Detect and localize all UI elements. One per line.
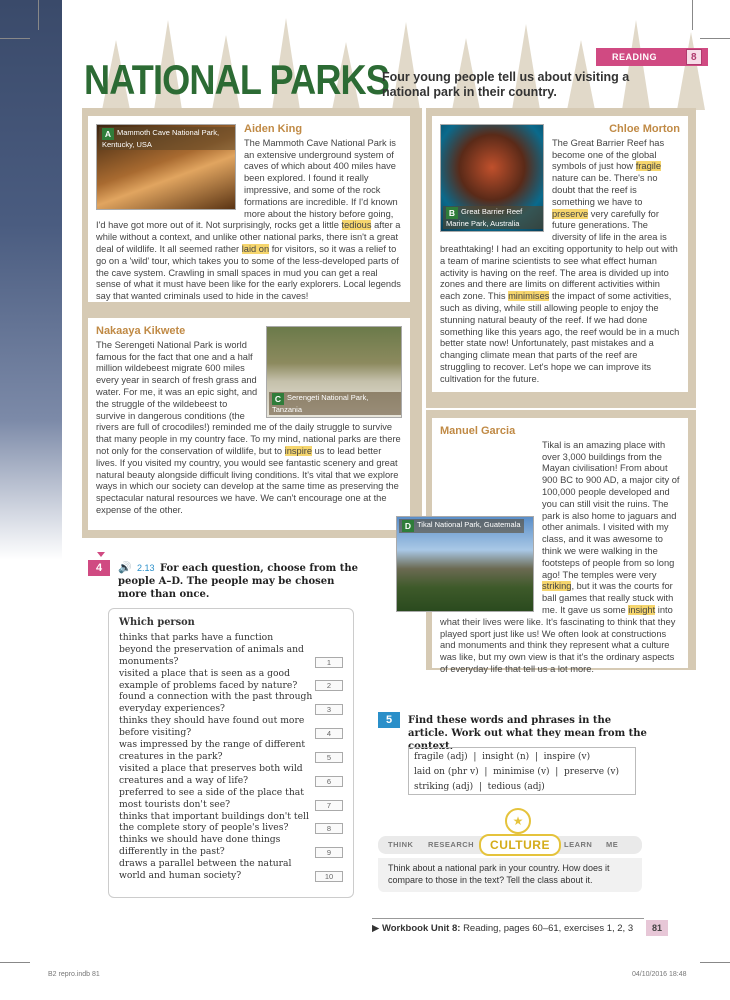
article-text: The Great Barrier Reef has become one of the global symbols of just how fragile nature can be. There's no doubt that the reef is something we have to preserve very carefully for future generations. The diversity of life in the area is breathtaking! I had an exciting opportunity to help out with a team of marine scientists to see what effect human activity is having on the reef. The area is divided up into zones and there are limits on different activities within each zone. This minimises the impact of some activities, such as diving, while still allowing people to enjoy the stunning natural beauty of the reef. If we had done something like this years ago, the reef would be in a much better state now! Unfortunately, past mistakes and a changing climate mean that parts of the reef are struggling to recover. Let's hope we can improve its cultivation for the future. [440, 137, 680, 384]
section-tab [596, 48, 708, 66]
tab-me: ME [606, 840, 619, 849]
card-letter: D [402, 520, 414, 532]
task-number-4: 4 [88, 560, 110, 576]
answer-box-6[interactable]: 6 [315, 776, 343, 787]
author-name: Aiden King [244, 123, 303, 135]
culture-prompt: Think about a national park in your country. How does it compare to those in the text? Tell the class about it. [378, 858, 642, 892]
author-name: Chloe Morton [609, 123, 680, 135]
question-item: preferred to see a side of the place that most tourists don't see? 7 [119, 787, 343, 811]
highlight-word: tedious [341, 220, 372, 231]
question-box [108, 608, 354, 898]
answer-box-8[interactable]: 8 [315, 823, 343, 834]
card-letter: A [102, 128, 114, 140]
page-subtitle: Four young people tell us about visiting a national park in their country. [382, 70, 630, 99]
article-card-c [88, 318, 410, 530]
article-card-b [432, 116, 688, 392]
word-list-line: striking (adj) | tedious (adj) [414, 782, 545, 792]
task4-instruction: For each question, choose from the people A–D. The people may be chosen more than once. [118, 563, 358, 600]
author-name: Nakaaya Kikwete [96, 325, 186, 337]
crop-mark [38, 0, 39, 30]
tab-learn: LEARN [564, 840, 593, 849]
photo-caption: Serengeti National Park, Tanzania [272, 393, 369, 414]
article-card-d [404, 418, 688, 674]
workbook-label: Workbook Unit 8: [381, 923, 461, 934]
photo-mammoth-cave [96, 124, 236, 210]
tab-think: THINK [388, 840, 414, 849]
page-title: NATIONAL PARKS [84, 56, 390, 103]
workbook-reference: ▶ Workbook Unit 8: Reading, pages 60–61, exercises 1, 2, 3 [372, 918, 644, 934]
photo-serengeti [266, 326, 402, 418]
task5-instruction: Find these words and phrases in the article. Work out what they mean from the context. [408, 715, 647, 752]
audio-icon[interactable]: 🔊 [118, 562, 132, 574]
question-item: thinks we should have done things differently in the past? 9 [119, 834, 343, 858]
left-margin-photo [0, 0, 62, 560]
highlight-word: insight [628, 604, 656, 615]
footer-date: 04/10/2016 18:48 [632, 971, 687, 978]
audio-track[interactable]: 2.13 [137, 563, 155, 573]
highlight-word: striking [542, 581, 572, 592]
question-item: was impressed by the range of different creatures in the park? 5 [119, 739, 343, 763]
card-letter: B [446, 207, 458, 219]
card-letter: C [272, 393, 284, 405]
question-item: thinks that parks have a function beyond the preservation of animals and monuments? 1 [119, 632, 343, 668]
photo-tikal [396, 516, 534, 612]
photo-caption: Tikal National Park, Guatemala [417, 519, 521, 529]
article-text: The Serengeti National Park is world famous for the fact that one and a half million wildebeest migrate 600 miles every year in search of fresh grass and water. For me, it was an epic sight, and the struggle of the wildebeest to survive in dangerous conditions (the rivers are full of crocodiles!) reminded me of the daily struggle to survive that many people in my country face. To my mind, national parks are there not only for the conservation of wildlife, but to inspire us to lead better lives. If you visited my country, you would see fantastic scenery and great natural beauty alongside difficult living conditions. It's vital that we explore ways in which our society can develop at the same time as preserving the spectacular natural resources we have. We can't encourage one at the expense of the other. [96, 339, 401, 515]
author-name: Manuel Garcia [440, 425, 516, 437]
section-tab-label: READING [612, 52, 658, 62]
answer-box-4[interactable]: 4 [315, 728, 343, 739]
question-item: visited a place that preserves both wild creatures and a way of life? 6 [119, 763, 343, 787]
answer-box-2[interactable]: 2 [315, 680, 343, 691]
highlight-word: laid on [241, 243, 270, 254]
answer-box-5[interactable]: 5 [315, 752, 343, 763]
article-text: Tikal is an amazing place with over 3,000 buildings from the Mayan civilisation! From about 900 BC to 900 AD, a major city of 100,000 people developed and you can still visit the ruins. The park is also home to jaguars and other animals. I visited with my class, and it was awesome to think we were walking in the footsteps of people from so long ago! The temples were very striking, but it was the courts for ball games that really stuck with me. It gave us some insight into what their lives were like. It's fascinating to think that they played sport just like us! We often look at constructions and monuments and think they represent what a culture was like, but my own view is that it's the ordinary aspects of everyday life that tell us a lot more. [440, 439, 680, 674]
answer-box-1[interactable]: 1 [315, 657, 343, 668]
question-item: found a connection with the past through everyday experiences? 3 [119, 691, 343, 715]
answer-box-3[interactable]: 3 [315, 704, 343, 715]
crop-mark [692, 0, 693, 30]
crop-mark [700, 962, 730, 963]
culture-label: CULTURE [479, 834, 561, 856]
photo-great-barrier-reef [440, 124, 544, 232]
page-number: 81 [646, 920, 668, 936]
culture-star-icon: ★ [505, 808, 531, 834]
question-item: thinks they should have found out more before visiting? 4 [119, 715, 343, 739]
task-number-5: 5 [378, 712, 400, 728]
crop-mark [0, 962, 30, 963]
task-marker-triangle [97, 552, 105, 557]
photo-caption: Great Barrier Reef Marine Park, Australia [446, 207, 523, 228]
unit-number: 8 [686, 49, 702, 65]
article-text: The Mammoth Cave National Park is an extensive underground system of caves of which about 400 miles have been explored. I found it really impressive, and some of the rock formations are incredible. If I'd known more about the history before going, I'd have got more out of it. Not surprisingly, rocks get a little tedious after a while without a context, and unlike other national parks, there isn't a great deal of wildlife. It all seemed rather laid on for visitors, so it was a relief to go on a 'wild' tour, which takes you to some of the less-developed parts of the cave system. Crawling in small spaces in mud you can get a real sense of what it must have been like for the early explorers. Local legends say that wanted criminals used to hide in the caves! [96, 137, 401, 302]
question-item: visited a place that is seen as a good example of problems faced by nature? 2 [119, 668, 343, 692]
photo-caption: Mammoth Cave National Park, Kentucky, USA [102, 128, 220, 149]
question-heading: Which person [119, 617, 195, 628]
crop-mark [0, 38, 30, 39]
footer-file: B2 repro.indb 81 [48, 971, 100, 978]
word-list-line: fragile (adj) | insight (n) | inspire (v) [414, 752, 591, 762]
word-list-box [408, 747, 636, 795]
answer-box-7[interactable]: 7 [315, 800, 343, 811]
highlight-word: inspire [284, 445, 313, 456]
answer-box-10[interactable]: 10 [315, 871, 343, 882]
crop-mark [700, 38, 730, 39]
answer-box-9[interactable]: 9 [315, 847, 343, 858]
question-item: draws a parallel between the natural world and human society? 10 [119, 858, 343, 882]
question-item: thinks that important buildings don't tell the complete story of people's lives? 8 [119, 811, 343, 835]
article-card-a [88, 116, 410, 302]
highlight-word: minimises [508, 291, 550, 302]
tab-research: RESEARCH [428, 840, 475, 849]
highlight-word: preserve [552, 208, 589, 219]
highlight-word: fragile [635, 161, 662, 172]
workbook-ref: Reading, pages 60–61, exercises 1, 2, 3 [463, 923, 634, 934]
word-list-line: laid on (phr v) | minimise (v) | preserve (v) [414, 767, 620, 777]
